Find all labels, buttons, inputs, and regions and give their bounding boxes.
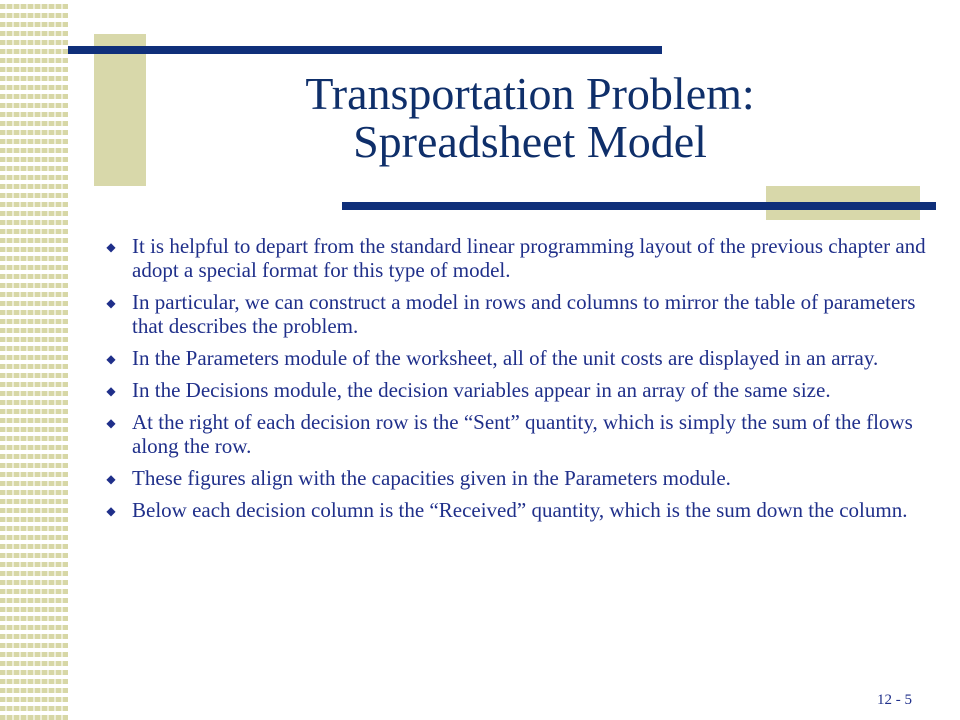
diamond-bullet-icon: ◆ [106,352,116,366]
bullet-text: Below each decision column is the “Received” quantity, which is the sum down the column. [132,498,908,522]
bullet-item [98,346,928,370]
decorative-square-top [94,34,146,186]
bullet-item [98,410,928,458]
diamond-bullet-icon: ◆ [106,472,116,486]
bullet-text: In the Parameters module of the worksheet, all of the unit costs are displayed in an array. [132,346,879,370]
bullet-list [98,234,928,530]
bullet-item [98,378,928,402]
bullet-text: In particular, we can construct a model in rows and columns to mirror the table of parameters that describes the problem. [132,290,916,338]
bullet-item [98,234,928,282]
diamond-bullet-icon: ◆ [106,384,116,398]
bullet-text: At the right of each decision row is the “Sent” quantity, which is simply the sum of the flows along the row. [132,410,913,458]
slide-title-line-2: Spreadsheet Model [353,116,707,167]
decorative-stripe-band [0,0,68,720]
bullet-text: These figures align with the capacities given in the Parameters module. [132,466,731,490]
slide-title [150,70,910,166]
decorative-line-bottom [342,202,936,210]
decorative-line-top [68,46,662,54]
page-number: 12 - 5 [877,692,912,708]
bullet-item [98,498,928,522]
diamond-bullet-icon: ◆ [106,416,116,430]
slide-title-line-1: Transportation Problem: [305,68,755,119]
diamond-bullet-icon: ◆ [106,504,116,518]
bullet-item [98,466,928,490]
diamond-bullet-icon: ◆ [106,296,116,310]
bullet-text: It is helpful to depart from the standard linear programming layout of the previous chapter and adopt a special format for this type of model. [132,234,926,282]
bullet-item [98,290,928,338]
bullet-text: In the Decisions module, the decision variables appear in an array of the same size. [132,378,831,402]
diamond-bullet-icon: ◆ [106,240,116,254]
